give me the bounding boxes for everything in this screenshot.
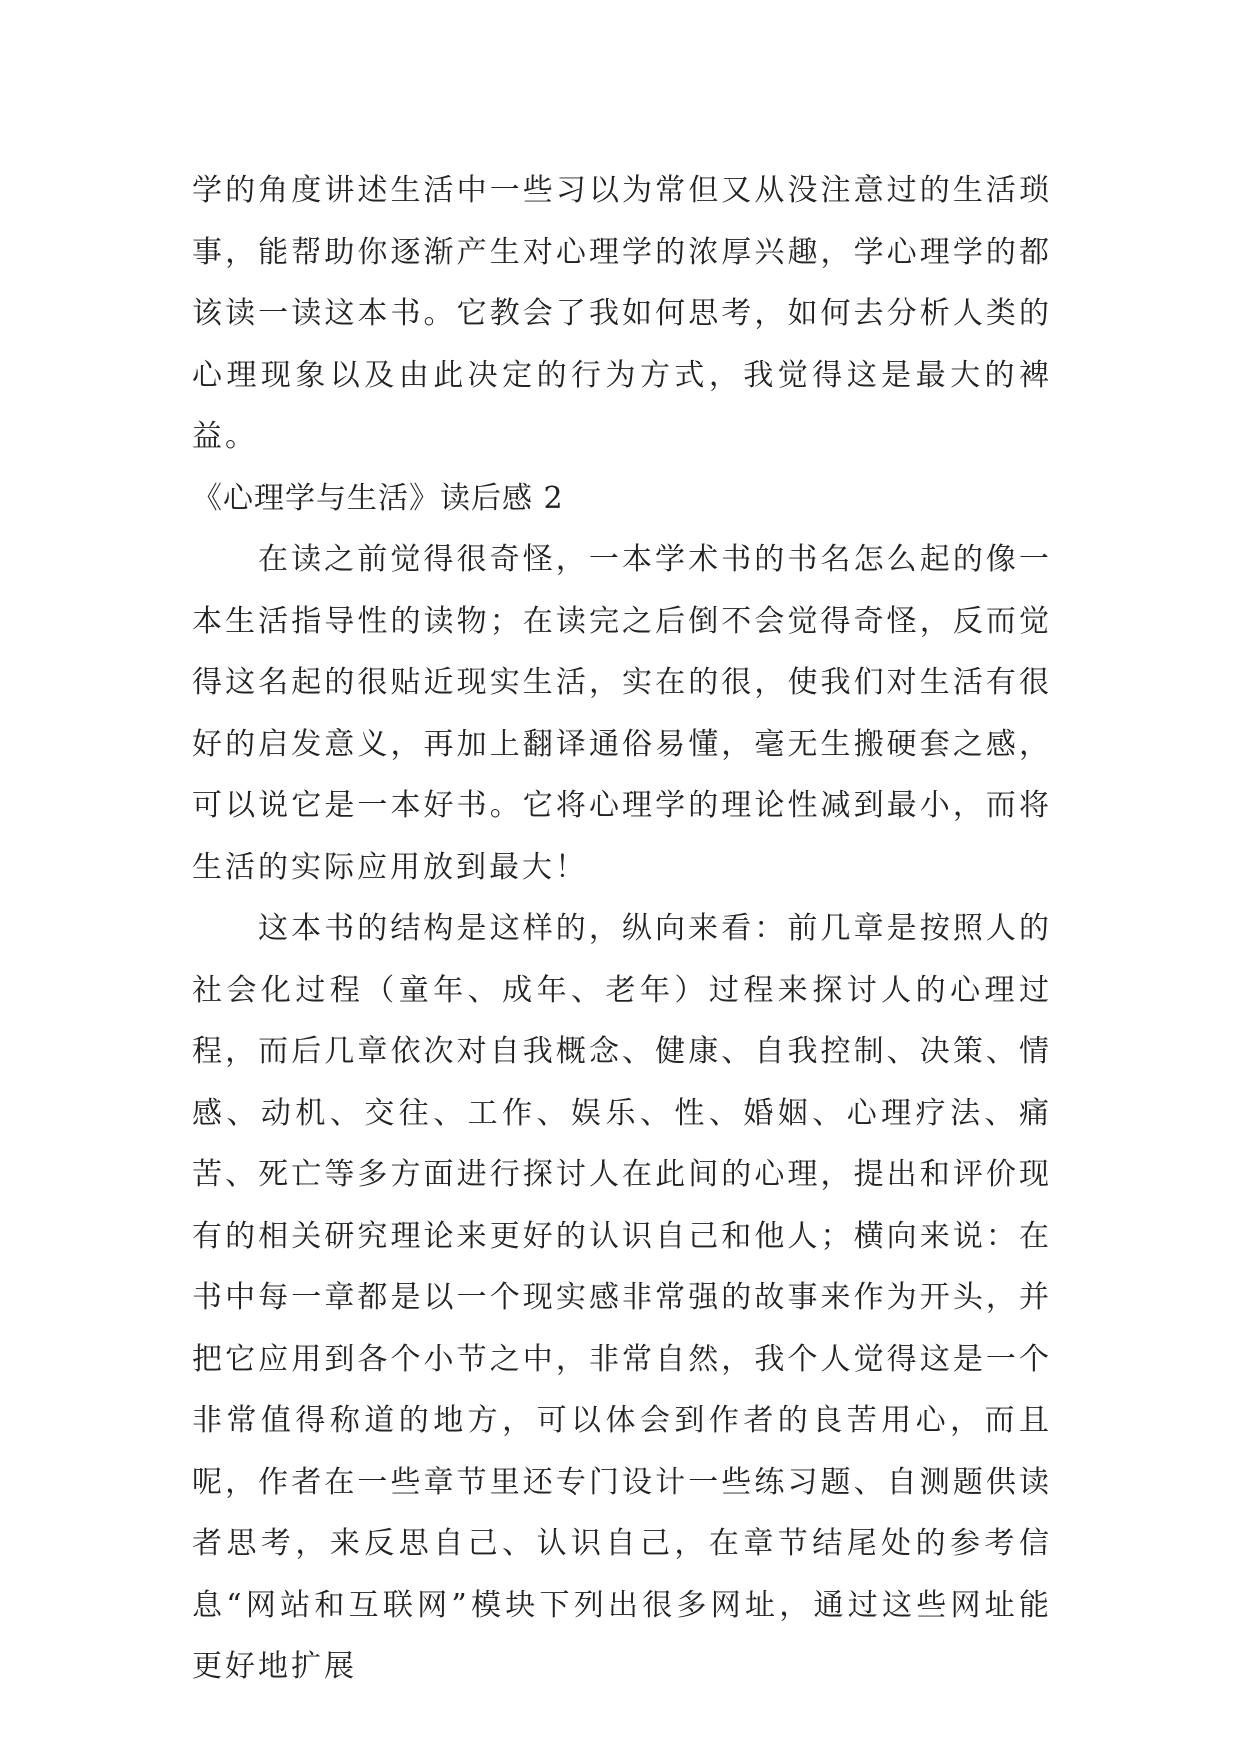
paragraph-first: 在读之前觉得很奇怪，一本学术书的书名怎么起的像一本生活指导性的读物；在读完之后倒不会觉得奇怪，反而觉得这名起的很贴近现实生活，实在的很，使我们对生活有很好的启发意义，再加上翻译通俗易懂，毫无生搬硬套之感，可以说它是一本好书。它将心理学的理论性减到最小，而将生活的实际应用放到最大！	[192, 542, 1052, 885]
paragraph-continuation: 学的角度讲述生活中一些习以为常但又从没注意过的生活琐事，能帮助你逐渐产生对心理学的浓厚兴趣，学心理学的都该读一读这本书。它教会了我如何思考，如何去分析人类的心理现象以及由此决定的行为方式，我觉得这是最大的裨益。	[192, 173, 1052, 454]
document-body	[192, 160, 1052, 1698]
section-heading: 《心理学与生活》读后感 2	[192, 480, 564, 516]
paragraph-second: 这本书的结构是这样的，纵向来看：前几章是按照人的社会化过程（童年、成年、老年）过程来探讨人的心理过程，而后几章依次对自我概念、健康、自我控制、决策、情感、动机、交往、工作、娱乐、性、婚姻、心理疗法、痛苦、死亡等多方面进行探讨人在此间的心理，提出和评价现有的相关研究理论来更好的认识自己和他人；横向来说：在书中每一章都是以一个现实感非常强的故事来作为开头，并把它应用到各个小节之中，非常自然，我个人觉得这是一个非常值得称道的地方，可以体会到作者的良苦用心，而且呢，作者在一些章节里还专门设计一些练习题、自测题供读者思考，来反思自己、认识自己，在章节结尾处的参考信息“网站和互联网”模块下列出很多网址，通过这些网址能更好地扩展	[192, 911, 1052, 1684]
